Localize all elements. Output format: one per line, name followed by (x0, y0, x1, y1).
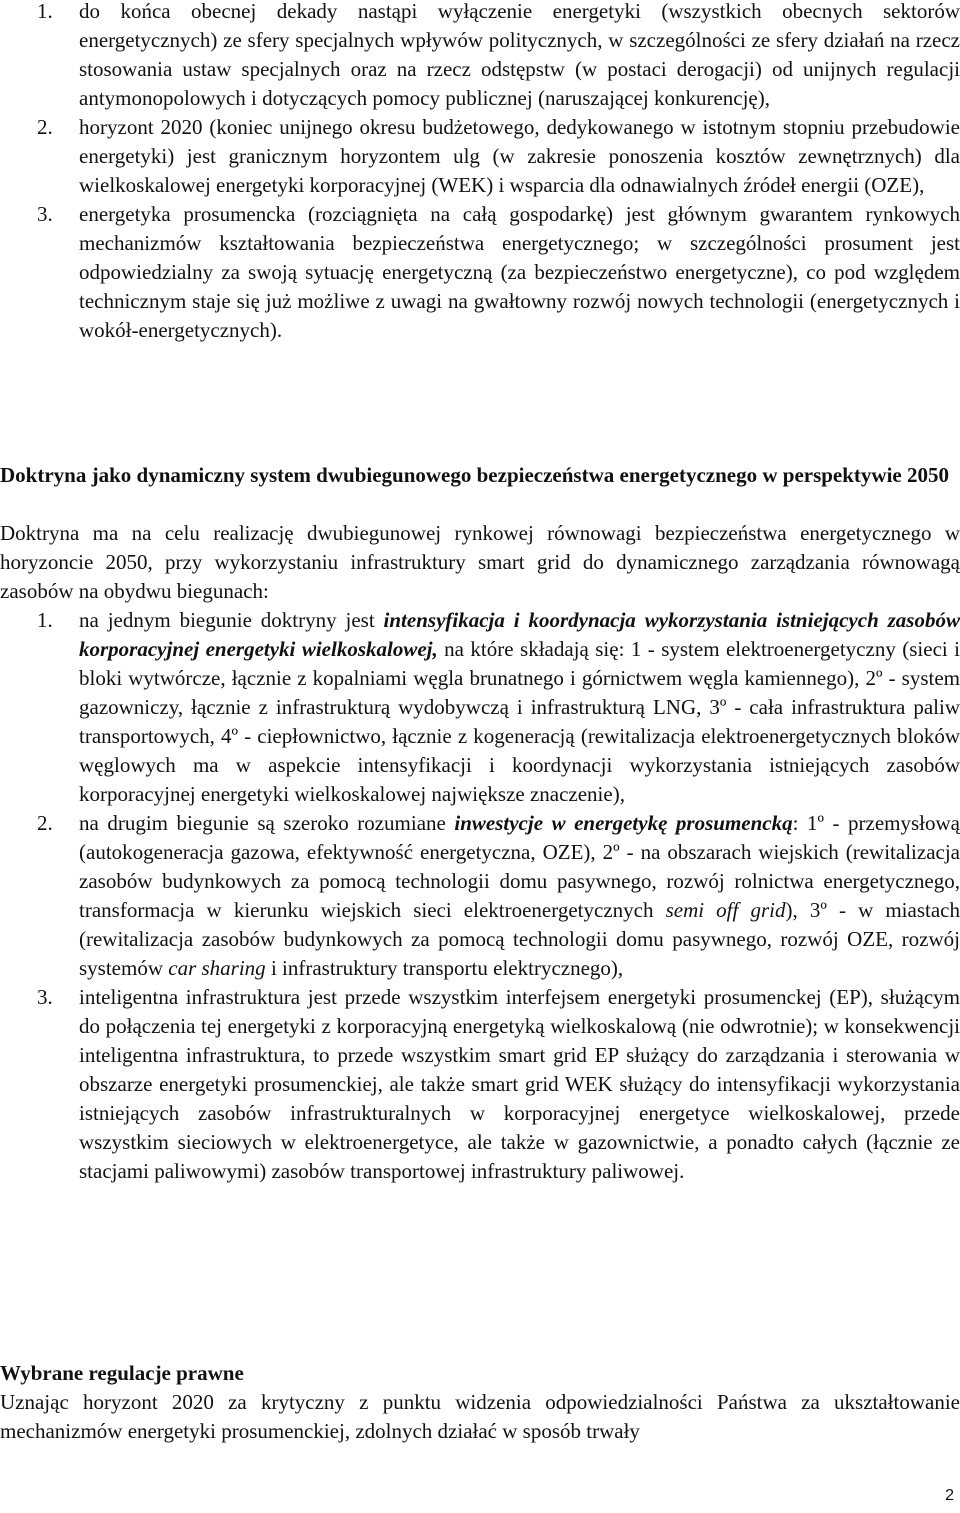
list-item-text: energetyka prosumencka (rozciągnięta na całą gospodarkę) jest głównym gwarantem rynkowych mechanizmów kształtowania bezpieczeństwa energetycznego; w szczególności prosument jest odpowiedzialny za swoją sytuację energetyczną (za bezpieczeństwo energetyczne), co pod względem technicznym staje się już możliwe z uwagi na gwałtowny rozwój nowych technologii (energetycznych i wokół-energetycznych). (79, 202, 960, 342)
list-item (0, 809, 960, 983)
list-number: 1. (37, 0, 53, 23)
list-item-text: ), 3º - w miastach (rewitalizacja zasobów budynkowych za pomocą technologii domu pasywnego, rozwój OZE, rozwój systemów (79, 898, 960, 980)
page-number: 2 (945, 1487, 954, 1504)
list-number: 3. (37, 202, 53, 226)
italic-text: car sharing (168, 956, 266, 980)
section-heading: Wybrane regulacje prawne (0, 1361, 244, 1385)
list-item (0, 113, 960, 200)
section-intro: Doktryna ma na celu realizację dwubiegunowej rynkowej równowagi bezpieczeństwa energetycznego w horyzoncie 2050, przy wykorzystaniu infrastruktury smart grid do dynamicznego zarządzania równowagą zasobów na obydwu biegunach: (0, 521, 960, 603)
principles-list (0, 0, 960, 345)
list-item-text: na które składają się: 1 - system elektroenergetyczny (sieci i bloki wytwórcze, łącznie z kopalniami węgla brunatnego i górnictwem węgla kamiennego), 2º - system gazowniczy, łącznie z infrastrukturą wydobywczą i infrastrukturą LNG, 3º - cała infrastruktura paliw transportowych, 4º - ciepłownictwo, łącznie z kogeneracją (rewitalizacja elektroenergetycznych bloków węglowych ma w aspekcie intensyfikacji i koordynacji wykorzystania istniejących zasobów korporacyjnej energetyki wielkoskalowej największe znaczenie), (79, 637, 960, 806)
list-item-text: na jednym biegunie doktryny jest (79, 608, 384, 632)
section-text: Uznając horyzont 2020 za krytyczny z punktu widzenia odpowiedzialności Państwa za ukształtowanie mechanizmów energetyki prosumenckiej, zdolnych działać w sposób trwały (0, 1390, 960, 1443)
italic-text: semi off grid (665, 898, 786, 922)
list-number: 2. (37, 811, 53, 835)
list-item-text: : 1º - przemysłową (autokogeneracja gazowa, efektywność energetyczna, OZE), 2º - na obszarach wiejskich (rewitalizacja zasobów budynkowych za pomocą technologii domu pasywnego, rozwój rolnictwa energetycznego, transformacja w kierunku wiejskich sieci elektroenergetycznych (79, 811, 960, 922)
list-number: 3. (37, 985, 53, 1009)
list-item (0, 983, 960, 1186)
list-item-text: do końca obecnej dekady nastąpi wyłączenie energetyki (wszystkich obecnych sektorów energetycznych) ze sfery specjalnych wpływów politycznych, w szczególności ze sfery działań na rzecz stosowania ustaw specjalnych oraz na rzecz odstępstw (w postaci derogacji) od unijnych regulacji antymonopolowych i dotyczących pomocy publicznej (naruszającej konkurencję), (79, 0, 960, 110)
emphasis-text: inwestycje w energetykę prosumencką (454, 811, 793, 835)
emphasis-text: intensyfikacja i koordynacja wykorzystania istniejących zasobów korporacyjnej energetyki wielkoskalowej, (79, 608, 960, 661)
list-item (0, 606, 960, 809)
list-item-text: horyzont 2020 (koniec unijnego okresu budżetowego, dedykowanego w istotnym stopniu przebudowie energetyki) jest granicznym horyzontem ulg (w zakresie ponoszenia kosztów zewnętrznych) dla wielkoskalowej energetyki korporacyjnej (WEK) i wsparcia dla odnawialnych źródeł energii (OZE), (79, 115, 960, 197)
list-item (0, 0, 960, 113)
list-item (0, 200, 960, 345)
list-item-text: inteligentna infrastruktura jest przede wszystkim interfejsem energetyki prosumenckej (EP), służącym do połączenia tej energetyki z korporacyjną energetyką wielkoskalową (nie odwrotnie); w konsekwencji inteligentna infrastruktura, to przede wszystkim smart grid EP służący do zarządzania i sterowania w obszarze energetyki prosumenckiej, ale także smart grid WEK służący do intensyfikacji wykorzystania istniejących zasobów infrastrukturalnych w korporacyjnej energetyce wielkoskalowej, przede wszystkim sieciowych w elektroenergetyce, ale także w gazownictwie, a ponadto całych (łącznie ze stacjami paliwowymi) zasobów transportowej infrastruktury paliwowej. (79, 985, 960, 1183)
list-item-text: i infrastruktury transportu elektrycznego), (265, 956, 624, 980)
list-number: 2. (37, 115, 53, 139)
list-number: 1. (37, 608, 53, 632)
section-heading: Doktryna jako dynamiczny system dwubiegunowego bezpieczeństwa energetycznego w perspektywie 2050 (0, 463, 949, 487)
list-item-text: na drugim biegunie są szeroko rozumiane (79, 811, 455, 835)
doctrine-list (0, 606, 960, 1186)
